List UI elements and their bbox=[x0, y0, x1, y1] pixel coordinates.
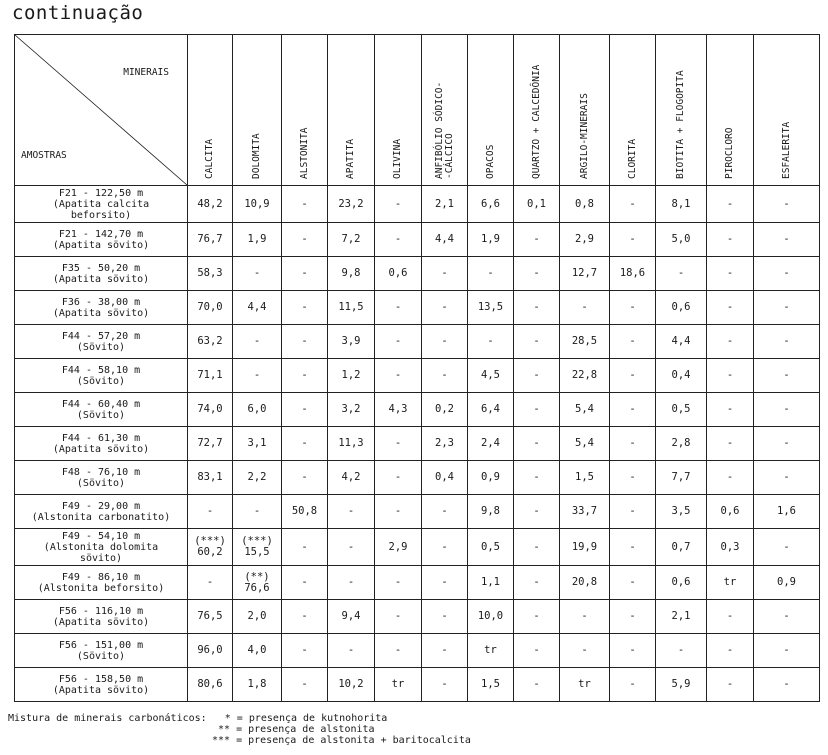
value-cell: - bbox=[468, 325, 514, 359]
value-cell: - bbox=[233, 359, 282, 393]
column-label: PIROCLORO bbox=[724, 127, 735, 179]
value-cell: - bbox=[610, 600, 656, 634]
value-cell: - bbox=[707, 257, 754, 291]
table-row bbox=[15, 600, 820, 634]
value-cell: tr bbox=[560, 668, 610, 702]
value-cell: - bbox=[282, 359, 328, 393]
value-cell: - bbox=[610, 291, 656, 325]
value-cell: 4,2 bbox=[328, 461, 375, 495]
column-label: QUARTZO + CALCEDÔNIA bbox=[530, 64, 542, 179]
value-cell: - bbox=[610, 427, 656, 461]
amostras-label: AMOSTRAS bbox=[21, 150, 67, 161]
value-cell: - bbox=[375, 461, 422, 495]
value-cell: 6,0 bbox=[233, 393, 282, 427]
column-header-opacos bbox=[468, 35, 514, 186]
value-cell: - bbox=[754, 427, 820, 461]
value-cell: 2,1 bbox=[656, 600, 707, 634]
value-cell: - bbox=[514, 634, 560, 668]
column-label: OPACOS bbox=[484, 144, 496, 179]
value-cell: 4,4 bbox=[656, 325, 707, 359]
value-cell: 1,2 bbox=[328, 359, 375, 393]
table-body bbox=[15, 186, 820, 702]
value-cell: - bbox=[754, 186, 820, 223]
value-cell: 0,3 bbox=[707, 529, 754, 566]
value-cell: 2,9 bbox=[560, 223, 610, 257]
value-cell: 80,6 bbox=[188, 668, 233, 702]
table-row bbox=[15, 566, 820, 600]
value-cell: - bbox=[468, 257, 514, 291]
value-cell: 10,9 bbox=[233, 186, 282, 223]
value-cell: - bbox=[422, 600, 468, 634]
value-cell: 20,8 bbox=[560, 566, 610, 600]
value-cell: 50,8 bbox=[282, 495, 328, 529]
value-cell: 2,4 bbox=[468, 427, 514, 461]
column-header-calcita bbox=[188, 35, 233, 186]
column-label: APATITA bbox=[345, 138, 356, 179]
table-row bbox=[15, 634, 820, 668]
value-cell: - bbox=[514, 566, 560, 600]
value-cell: 28,5 bbox=[560, 325, 610, 359]
value-cell: 22,8 bbox=[560, 359, 610, 393]
value-cell: - bbox=[514, 600, 560, 634]
sample-cell: F35 - 50,20 m (Apatita sövito) bbox=[15, 257, 188, 291]
column-header-apatita bbox=[328, 35, 375, 186]
value-cell: - bbox=[328, 634, 375, 668]
column-header-argilo-minerais bbox=[560, 35, 610, 186]
value-cell: 7,7 bbox=[656, 461, 707, 495]
column-header-biotita-flogopita bbox=[656, 35, 707, 186]
value-cell: - bbox=[610, 223, 656, 257]
value-cell: - bbox=[282, 325, 328, 359]
table-row bbox=[15, 427, 820, 461]
sample-cell: F49 - 54,10 m (Alstonita dolomita sövito) bbox=[15, 529, 188, 566]
value-cell: 1,5 bbox=[468, 668, 514, 702]
corner-header-cell bbox=[15, 35, 188, 186]
value-cell: - bbox=[610, 529, 656, 566]
table-row bbox=[15, 393, 820, 427]
column-label: ANFIBÓLIO SÓDICO- -CÁLCICO bbox=[433, 81, 455, 179]
value-cell: 33,7 bbox=[560, 495, 610, 529]
value-cell: - bbox=[375, 325, 422, 359]
value-cell: 96,0 bbox=[188, 634, 233, 668]
value-cell: - bbox=[375, 495, 422, 529]
value-cell: 9,8 bbox=[468, 495, 514, 529]
value-cell: 0,6 bbox=[656, 566, 707, 600]
value-cell: 3,5 bbox=[656, 495, 707, 529]
sample-cell: F49 - 29,00 m (Alstonita carbonatito) bbox=[15, 495, 188, 529]
footnote-intro: Mistura de minerais carbonáticos: bbox=[8, 713, 207, 724]
value-cell: - bbox=[754, 359, 820, 393]
value-cell: 72,7 bbox=[188, 427, 233, 461]
table-row bbox=[15, 495, 820, 529]
value-cell: 76,5 bbox=[188, 600, 233, 634]
value-cell: 10,0 bbox=[468, 600, 514, 634]
value-cell: - bbox=[422, 566, 468, 600]
value-cell: - bbox=[514, 223, 560, 257]
value-cell: - bbox=[328, 566, 375, 600]
sample-cell: F44 - 61,30 m (Apatita sövito) bbox=[15, 427, 188, 461]
column-header-quartzo-calcedonia bbox=[514, 35, 560, 186]
value-cell: 9,4 bbox=[328, 600, 375, 634]
value-cell: - bbox=[707, 600, 754, 634]
value-cell: 1,1 bbox=[468, 566, 514, 600]
value-cell: - bbox=[707, 186, 754, 223]
value-cell: (***) 60,2 bbox=[188, 529, 233, 566]
sample-cell: F44 - 60,40 m (Sövito) bbox=[15, 393, 188, 427]
value-cell: - bbox=[282, 600, 328, 634]
value-cell: - bbox=[754, 257, 820, 291]
value-cell: - bbox=[754, 223, 820, 257]
column-header-olivina bbox=[375, 35, 422, 186]
value-cell: - bbox=[422, 495, 468, 529]
value-cell: - bbox=[754, 668, 820, 702]
value-cell: 2,0 bbox=[233, 600, 282, 634]
value-cell: 0,2 bbox=[422, 393, 468, 427]
value-cell: - bbox=[422, 668, 468, 702]
diagonal-divider bbox=[15, 35, 187, 185]
footnotes bbox=[8, 713, 471, 746]
value-cell: - bbox=[328, 529, 375, 566]
value-cell: - bbox=[375, 359, 422, 393]
sample-cell: F56 - 116,10 m (Apatita sövito) bbox=[15, 600, 188, 634]
footnote-item: *** = presença de alstonita + baritocalcita bbox=[212, 735, 471, 746]
value-cell: - bbox=[375, 566, 422, 600]
value-cell: 6,4 bbox=[468, 393, 514, 427]
value-cell: - bbox=[188, 495, 233, 529]
value-cell: - bbox=[375, 291, 422, 325]
value-cell: 1,5 bbox=[560, 461, 610, 495]
value-cell: 2,1 bbox=[422, 186, 468, 223]
value-cell: 0,6 bbox=[375, 257, 422, 291]
value-cell: 4,0 bbox=[233, 634, 282, 668]
value-cell: - bbox=[560, 634, 610, 668]
value-cell: 6,6 bbox=[468, 186, 514, 223]
value-cell: - bbox=[328, 495, 375, 529]
sample-cell: F21 - 142,70 m (Apatita sövito) bbox=[15, 223, 188, 257]
value-cell: - bbox=[514, 257, 560, 291]
value-cell: - bbox=[610, 186, 656, 223]
value-cell: - bbox=[656, 634, 707, 668]
value-cell: - bbox=[707, 393, 754, 427]
value-cell: - bbox=[707, 634, 754, 668]
value-cell: 3,2 bbox=[328, 393, 375, 427]
value-cell: 11,5 bbox=[328, 291, 375, 325]
value-cell: - bbox=[610, 566, 656, 600]
value-cell: 70,0 bbox=[188, 291, 233, 325]
value-cell: - bbox=[754, 634, 820, 668]
value-cell: - bbox=[282, 634, 328, 668]
column-header-dolomita bbox=[233, 35, 282, 186]
value-cell: 12,7 bbox=[560, 257, 610, 291]
value-cell: - bbox=[610, 325, 656, 359]
value-cell: 48,2 bbox=[188, 186, 233, 223]
column-header-esfalerita bbox=[754, 35, 820, 186]
value-cell: 5,0 bbox=[656, 223, 707, 257]
value-cell: - bbox=[514, 461, 560, 495]
value-cell: 2,3 bbox=[422, 427, 468, 461]
value-cell: - bbox=[610, 634, 656, 668]
column-label: BIOTITA + FLOGOPITA bbox=[675, 70, 686, 179]
table-row bbox=[15, 325, 820, 359]
value-cell: - bbox=[514, 427, 560, 461]
table-row bbox=[15, 291, 820, 325]
value-cell: tr bbox=[468, 634, 514, 668]
value-cell: - bbox=[282, 427, 328, 461]
value-cell: 63,2 bbox=[188, 325, 233, 359]
value-cell: 8,1 bbox=[656, 186, 707, 223]
sample-cell: F21 - 122,50 m (Apatita calcita beforsito) bbox=[15, 186, 188, 223]
value-cell: - bbox=[422, 529, 468, 566]
value-cell: - bbox=[233, 495, 282, 529]
value-cell: 18,6 bbox=[610, 257, 656, 291]
sample-cell: F49 - 86,10 m (Alstonita beforsito) bbox=[15, 566, 188, 600]
value-cell: 19,9 bbox=[560, 529, 610, 566]
value-cell: 3,1 bbox=[233, 427, 282, 461]
value-cell: 2,9 bbox=[375, 529, 422, 566]
value-cell: - bbox=[514, 325, 560, 359]
value-cell: - bbox=[282, 566, 328, 600]
column-label: CLORITA bbox=[626, 138, 638, 179]
value-cell: - bbox=[514, 668, 560, 702]
footnote-line-3 bbox=[8, 735, 471, 746]
value-cell: - bbox=[610, 668, 656, 702]
table-row bbox=[15, 257, 820, 291]
value-cell: - bbox=[707, 668, 754, 702]
table-row bbox=[15, 223, 820, 257]
value-cell: - bbox=[375, 223, 422, 257]
value-cell: 0,1 bbox=[514, 186, 560, 223]
value-cell: - bbox=[282, 668, 328, 702]
value-cell: - bbox=[560, 600, 610, 634]
column-header-alstonita bbox=[282, 35, 328, 186]
footnote-line-1 bbox=[8, 713, 471, 724]
value-cell: - bbox=[707, 359, 754, 393]
page-title: continuação bbox=[12, 2, 144, 24]
value-cell: (***) 15,5 bbox=[233, 529, 282, 566]
table-row bbox=[15, 359, 820, 393]
value-cell: - bbox=[610, 461, 656, 495]
column-label: DOLOMITA bbox=[251, 133, 262, 179]
value-cell: 5,9 bbox=[656, 668, 707, 702]
value-cell: - bbox=[375, 600, 422, 634]
value-cell: - bbox=[375, 427, 422, 461]
value-cell: 1,6 bbox=[754, 495, 820, 529]
value-cell: 0,4 bbox=[422, 461, 468, 495]
value-cell: - bbox=[188, 566, 233, 600]
value-cell: - bbox=[282, 461, 328, 495]
value-cell: 0,7 bbox=[656, 529, 707, 566]
column-header-clorita bbox=[610, 35, 656, 186]
sample-cell: F36 - 38,00 m (Apatita sövito) bbox=[15, 291, 188, 325]
value-cell: - bbox=[422, 291, 468, 325]
value-cell: 76,7 bbox=[188, 223, 233, 257]
value-cell: - bbox=[514, 495, 560, 529]
footnote-item: * = presença de kutnohorita bbox=[212, 713, 388, 724]
value-cell: - bbox=[707, 291, 754, 325]
value-cell: 10,2 bbox=[328, 668, 375, 702]
value-cell: 71,1 bbox=[188, 359, 233, 393]
value-cell: - bbox=[514, 393, 560, 427]
value-cell: 13,5 bbox=[468, 291, 514, 325]
column-label: ALSTONITA bbox=[298, 127, 310, 179]
value-cell: 0,9 bbox=[468, 461, 514, 495]
value-cell: 1,8 bbox=[233, 668, 282, 702]
minerais-label: MINERAIS bbox=[123, 67, 169, 78]
value-cell: 1,9 bbox=[468, 223, 514, 257]
value-cell: - bbox=[754, 291, 820, 325]
value-cell: 5,4 bbox=[560, 393, 610, 427]
value-cell: - bbox=[282, 291, 328, 325]
column-label: ARGILO-MINERAIS bbox=[578, 93, 590, 179]
value-cell: - bbox=[282, 186, 328, 223]
value-cell: - bbox=[610, 495, 656, 529]
column-header-pirocloro bbox=[707, 35, 754, 186]
value-cell: - bbox=[282, 223, 328, 257]
value-cell: - bbox=[375, 186, 422, 223]
value-cell: 7,2 bbox=[328, 223, 375, 257]
value-cell: 0,4 bbox=[656, 359, 707, 393]
value-cell: 4,3 bbox=[375, 393, 422, 427]
value-cell: - bbox=[754, 325, 820, 359]
value-cell: 23,2 bbox=[328, 186, 375, 223]
value-cell: - bbox=[282, 529, 328, 566]
sample-cell: F44 - 58,10 m (Sövito) bbox=[15, 359, 188, 393]
value-cell: 1,9 bbox=[233, 223, 282, 257]
footnote-item: ** = presença de alstonita bbox=[212, 724, 375, 735]
table-row bbox=[15, 186, 820, 223]
value-cell: tr bbox=[707, 566, 754, 600]
header-row bbox=[15, 35, 820, 186]
value-cell: - bbox=[514, 359, 560, 393]
value-cell: - bbox=[610, 393, 656, 427]
value-cell: 5,4 bbox=[560, 427, 610, 461]
sample-cell: F44 - 57,20 m (Sövito) bbox=[15, 325, 188, 359]
value-cell: - bbox=[707, 325, 754, 359]
value-cell: 4,4 bbox=[422, 223, 468, 257]
value-cell: 4,4 bbox=[233, 291, 282, 325]
mineral-composition-table bbox=[14, 34, 820, 702]
column-label: OLIVINA bbox=[392, 138, 403, 179]
value-cell: - bbox=[656, 257, 707, 291]
value-cell: 3,9 bbox=[328, 325, 375, 359]
value-cell: - bbox=[707, 223, 754, 257]
value-cell: - bbox=[514, 529, 560, 566]
value-cell: - bbox=[282, 393, 328, 427]
value-cell: - bbox=[754, 461, 820, 495]
value-cell: - bbox=[754, 600, 820, 634]
value-cell: 0,6 bbox=[656, 291, 707, 325]
value-cell: - bbox=[422, 634, 468, 668]
value-cell: - bbox=[754, 529, 820, 566]
table-row bbox=[15, 461, 820, 495]
value-cell: tr bbox=[375, 668, 422, 702]
table-row bbox=[15, 668, 820, 702]
value-cell: 0,8 bbox=[560, 186, 610, 223]
table-row bbox=[15, 529, 820, 566]
value-cell: 0,5 bbox=[468, 529, 514, 566]
value-cell: 4,5 bbox=[468, 359, 514, 393]
value-cell: - bbox=[233, 325, 282, 359]
value-cell: 11,3 bbox=[328, 427, 375, 461]
value-cell: 9,8 bbox=[328, 257, 375, 291]
value-cell: - bbox=[422, 359, 468, 393]
column-label: CALCITA bbox=[204, 138, 215, 179]
value-cell: (**) 76,6 bbox=[233, 566, 282, 600]
value-cell: - bbox=[707, 427, 754, 461]
value-cell: 0,6 bbox=[707, 495, 754, 529]
value-cell: - bbox=[707, 461, 754, 495]
sample-cell: F48 - 76,10 m (Sövito) bbox=[15, 461, 188, 495]
value-cell: - bbox=[233, 257, 282, 291]
value-cell: 2,8 bbox=[656, 427, 707, 461]
sample-cell: F56 - 151,00 m (Sövito) bbox=[15, 634, 188, 668]
value-cell: 58,3 bbox=[188, 257, 233, 291]
value-cell: 83,1 bbox=[188, 461, 233, 495]
footnote-line-2 bbox=[8, 724, 471, 735]
value-cell: - bbox=[610, 359, 656, 393]
value-cell: - bbox=[514, 291, 560, 325]
value-cell: 2,2 bbox=[233, 461, 282, 495]
value-cell: 74,0 bbox=[188, 393, 233, 427]
value-cell: 0,9 bbox=[754, 566, 820, 600]
sample-cell: F56 - 158,50 m (Apatita sövito) bbox=[15, 668, 188, 702]
value-cell: - bbox=[282, 257, 328, 291]
value-cell: - bbox=[422, 257, 468, 291]
column-header-anfibolio bbox=[422, 35, 468, 186]
column-label: ESFALERITA bbox=[780, 121, 792, 179]
value-cell: - bbox=[560, 291, 610, 325]
value-cell: 0,5 bbox=[656, 393, 707, 427]
value-cell: - bbox=[422, 325, 468, 359]
value-cell: - bbox=[754, 393, 820, 427]
value-cell: - bbox=[375, 634, 422, 668]
